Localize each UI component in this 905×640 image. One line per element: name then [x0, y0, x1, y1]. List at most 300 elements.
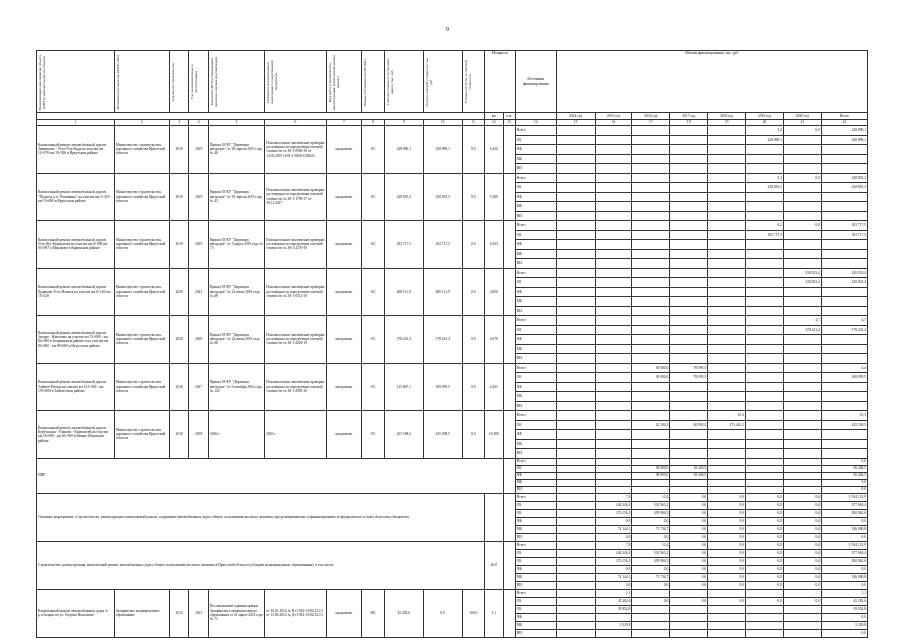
- year-2014-value: [556, 549, 595, 557]
- funding-source: ФБ: [515, 613, 556, 621]
- amount-cell: 0,0: [708, 509, 746, 517]
- amount-cell: [670, 354, 708, 364]
- amount-cell: 12,4: [632, 493, 670, 501]
- funding-source: ВИ: [515, 306, 556, 316]
- length-km: 5,432: [485, 126, 503, 174]
- amount-cell: 0,0: [746, 525, 784, 533]
- year-2014-value: [556, 306, 595, 316]
- amount-cell: [783, 373, 821, 383]
- amount-cell: [632, 249, 670, 259]
- work-type: кап.ремонт: [326, 411, 362, 459]
- year-2014-value: [556, 613, 595, 621]
- amount-cell: [746, 479, 784, 486]
- funding-source: ФБ: [515, 472, 556, 479]
- amount-cell: 78 095,5: [670, 373, 708, 383]
- amount-cell: 108 095,5: [821, 373, 867, 383]
- amount-cell: [670, 449, 708, 459]
- column-number: 11: [462, 120, 485, 126]
- amount-cell: [670, 249, 708, 259]
- executor-name: Министерство строительства, дорожного хозяйства Иркутской области: [114, 268, 169, 316]
- amount-cell: [746, 465, 784, 472]
- amount-cell: [708, 401, 746, 411]
- funding-source: ОБ: [515, 557, 556, 565]
- amount-cell: 459 906,5: [632, 557, 670, 565]
- amount-cell: [632, 221, 670, 231]
- amount-cell: [632, 335, 670, 345]
- amount-cell: [746, 145, 784, 155]
- amount-cell: 1 934 123,9: [821, 541, 867, 549]
- amount-cell: [746, 164, 784, 174]
- funding-source: МБ: [515, 249, 556, 259]
- amount-cell: 6,2: [746, 221, 784, 231]
- amount-cell: [595, 173, 632, 183]
- remaining-cost: 182 717,5: [423, 221, 462, 269]
- funding-source: МБ: [515, 573, 556, 581]
- funding-source: ОБ: [515, 135, 556, 145]
- amount-cell: 830 062,6: [821, 557, 867, 565]
- amount-cell: [708, 221, 746, 231]
- amount-cell: 977 963,4: [821, 549, 867, 557]
- readiness-percent: 0,0: [462, 363, 485, 411]
- amount-cell: [670, 629, 708, 637]
- psd-details: Постановление администрации Заларинского муниципального образования от 21 марта 2014 года № 71: [208, 589, 264, 637]
- amount-cell: [708, 154, 746, 164]
- ownership-form: ОС: [362, 316, 385, 364]
- year-2014-value: [556, 164, 595, 174]
- amount-cell: 0,0: [783, 541, 821, 549]
- funding-source: МБ: [515, 344, 556, 354]
- amount-cell: [708, 621, 746, 629]
- ownership-form: ОС: [362, 268, 385, 316]
- amount-cell: [708, 145, 746, 155]
- amount-cell: 0,0: [670, 493, 708, 501]
- table-row: [37, 363, 868, 373]
- amount-cell: [708, 479, 746, 486]
- year-2014-value: [556, 259, 595, 269]
- table-body: [37, 120, 868, 638]
- amount-cell: 0,0: [821, 613, 867, 621]
- estimated-cost: 113 867,1: [384, 363, 423, 411]
- amount-cell: 74 144,1: [595, 525, 632, 533]
- funding-source: ОБ: [515, 605, 556, 613]
- amount-cell: [821, 392, 867, 402]
- amount-cell: [783, 145, 821, 155]
- year-2014-value: [556, 541, 595, 549]
- funding-source: МБ: [515, 202, 556, 212]
- table-row: [37, 541, 868, 549]
- amount-cell: 0,0: [746, 549, 784, 557]
- column-number: 13: [503, 120, 515, 126]
- amount-cell: 0,0: [670, 525, 708, 533]
- amount-cell: [821, 430, 867, 440]
- amount-cell: [708, 259, 746, 269]
- amount-cell: [670, 613, 708, 621]
- amount-cell: 0,0: [821, 517, 867, 525]
- year-2014-value: [556, 501, 595, 509]
- readiness-percent: 100,0: [462, 589, 485, 637]
- amount-cell: [632, 164, 670, 174]
- start-year: 2016: [170, 411, 189, 459]
- amount-cell: 22 194,3: [632, 420, 670, 430]
- length-km: 6,253: [485, 221, 503, 269]
- ownership-form: ОС: [362, 363, 385, 411]
- amount-cell: 0,0: [783, 597, 821, 605]
- amount-cell: [783, 472, 821, 479]
- amount-cell: 0,0: [708, 533, 746, 541]
- amount-cell: [821, 249, 867, 259]
- funding-source: ВИ: [515, 259, 556, 269]
- length-km: 4,850: [485, 268, 503, 316]
- year-2014-value: [556, 629, 595, 637]
- amount-cell: [746, 344, 784, 354]
- funding-source: МБ: [515, 154, 556, 164]
- table-row: [37, 458, 868, 465]
- year-2014-value: [556, 373, 595, 383]
- amount-cell: [821, 287, 867, 297]
- amount-cell: [783, 449, 821, 459]
- amount-cell: [708, 472, 746, 479]
- amount-cell: [783, 240, 821, 250]
- executor-name: Министерство строительства, дорожного хозяйства Иркутской области: [114, 173, 169, 221]
- expertise-details: Положительное заключение проверки достоверности определения сметной стоимости № 38-1-2270-19: [265, 221, 326, 269]
- object-name: Капитальный ремонт автомобильной дороги Тайшет-Разгон на участке км 141+500 - км 159+800 в Тайшетском районе: [37, 363, 115, 411]
- amount-cell: 5 329,8: [595, 621, 632, 629]
- amount-cell: 10,3: [821, 411, 867, 421]
- amount-cell: [746, 192, 784, 202]
- amount-cell: 39 952,8: [821, 605, 867, 613]
- amount-cell: 0,0: [632, 517, 670, 525]
- executor-name: Министерство строительства, дорожного хозяйства Иркутской области: [114, 316, 169, 364]
- year-2014-value: [556, 325, 595, 335]
- year-2014-value: [556, 316, 595, 326]
- amount-cell: 0,0: [708, 597, 746, 605]
- year-2014-value: [556, 363, 595, 373]
- amount-cell: 228 855,3: [746, 183, 784, 193]
- funding-source: ВИ: [515, 354, 556, 364]
- amount-cell: [708, 297, 746, 307]
- readiness-percent: 0,0: [462, 221, 485, 269]
- amount-cell: [821, 335, 867, 345]
- subheader-row: [37, 113, 868, 120]
- funding-source: ВИ: [515, 211, 556, 221]
- column-number: 7: [326, 120, 362, 126]
- amount-cell: [783, 363, 821, 373]
- amount-cell: [595, 344, 632, 354]
- amount-cell: 10,3: [708, 411, 746, 421]
- year-2014-value: [556, 472, 595, 479]
- year-2014-value: [556, 589, 595, 597]
- end-year: 2019: [189, 221, 208, 269]
- amount-cell: 0,0: [783, 565, 821, 573]
- year-2014-value: [556, 392, 595, 402]
- table-row: [37, 173, 868, 183]
- amount-cell: [595, 221, 632, 231]
- amount-cell: [632, 202, 670, 212]
- amount-cell: [708, 430, 746, 440]
- amount-cell: [632, 344, 670, 354]
- amount-cell: 0,0: [746, 517, 784, 525]
- funding-source: ВИ: [515, 533, 556, 541]
- column-number: 18: [670, 120, 708, 126]
- end-year: 2021: [189, 268, 208, 316]
- amount-cell: [595, 363, 632, 373]
- funding-source: МБ: [515, 621, 556, 629]
- amount-cell: 0,0: [746, 541, 784, 549]
- funding-source: ФБ: [515, 240, 556, 250]
- amount-cell: 182 717,5: [746, 230, 784, 240]
- amount-cell: 5,4: [746, 173, 784, 183]
- year-2014-value: [556, 278, 595, 288]
- amount-cell: 18 426,5: [670, 465, 708, 472]
- amount-cell: 1,1: [595, 589, 632, 597]
- amount-cell: 0,0: [783, 581, 821, 589]
- year-2014-value: [556, 581, 595, 589]
- amount-cell: [632, 479, 670, 486]
- amount-cell: [670, 430, 708, 440]
- amount-cell: [783, 621, 821, 629]
- work-type: кап.ремонт: [326, 363, 362, 411]
- amount-cell: 0,0: [670, 541, 708, 549]
- amount-cell: [708, 164, 746, 174]
- amount-cell: [632, 605, 670, 613]
- funding-source: ОБ: [515, 278, 556, 288]
- year-header: 2015 год: [595, 113, 632, 120]
- amount-cell: 0,0: [783, 533, 821, 541]
- amount-cell: [595, 373, 632, 383]
- readiness-percent: 0,0: [462, 316, 485, 364]
- amount-cell: [821, 259, 867, 269]
- psd-details: Приказ ОГКУ "Дирекция автодорог" от 19 апреля 2019 года № 43: [208, 173, 264, 221]
- funding-source: МБ: [515, 525, 556, 533]
- year-2014-value: [556, 268, 595, 278]
- amount-cell: 0,0: [783, 221, 821, 231]
- amount-cell: [783, 411, 821, 421]
- amount-cell: 228 890,1: [746, 135, 784, 145]
- amount-cell: 228 890,1: [821, 126, 867, 136]
- amount-cell: [708, 126, 746, 136]
- amount-cell: [783, 479, 821, 486]
- amount-cell: [708, 278, 746, 288]
- length-km: 4,431: [485, 363, 503, 411]
- amount-cell: [632, 613, 670, 621]
- funding-source: Всего: [515, 221, 556, 231]
- amount-cell: [670, 589, 708, 597]
- year-2014-value: [556, 287, 595, 297]
- amount-cell: [595, 135, 632, 145]
- amount-cell: 0,0: [595, 533, 632, 541]
- funding-source: ОБ: [515, 509, 556, 517]
- amount-cell: 7,8: [595, 541, 632, 549]
- funding-source: Всего: [515, 126, 556, 136]
- amount-cell: [783, 382, 821, 392]
- amount-cell: [632, 430, 670, 440]
- object-name: Капитальный ремонт автомобильной дороги "Подъезд к п. Плишкино" на участке км 5+419-км 10+660 в Иркутском районе: [37, 173, 115, 221]
- ownership-form: МС: [362, 589, 385, 637]
- header-row: [37, 51, 868, 113]
- amount-cell: [595, 325, 632, 335]
- amount-cell: [708, 344, 746, 354]
- amount-cell: [595, 202, 632, 212]
- amount-cell: 1,1: [821, 589, 867, 597]
- amount-cell: [746, 297, 784, 307]
- amount-cell: [595, 420, 632, 430]
- amount-cell: 39 952,8: [595, 605, 632, 613]
- amount-cell: [632, 411, 670, 421]
- amount-cell: [746, 458, 784, 465]
- start-year: 2019: [170, 173, 189, 221]
- work-type: кап.ремонт: [326, 589, 362, 637]
- length-km: 1,1: [485, 589, 503, 637]
- amount-cell: [783, 401, 821, 411]
- remaining-cost: 400 111,9: [423, 268, 462, 316]
- amount-cell: [708, 240, 746, 250]
- amount-cell: [783, 183, 821, 193]
- amount-cell: [632, 145, 670, 155]
- amount-cell: [670, 126, 708, 136]
- ownership-form: ОС: [362, 221, 385, 269]
- amount-cell: 230 033,4: [783, 268, 821, 278]
- amount-cell: [595, 126, 632, 136]
- amount-cell: [708, 306, 746, 316]
- year-2014-value: [556, 449, 595, 459]
- amount-cell: [670, 173, 708, 183]
- amount-cell: [783, 420, 821, 430]
- amount-cell: 4,7: [783, 316, 821, 326]
- executor-name: Министерство строительства, дорожного хозяйства Иркутской области: [114, 126, 169, 174]
- amount-cell: [670, 621, 708, 629]
- amount-cell: [595, 211, 632, 221]
- column-number: 8: [362, 120, 385, 126]
- start-year: 2019: [170, 126, 189, 174]
- amount-cell: 0,0: [821, 565, 867, 573]
- amount-cell: 146 900,8: [821, 525, 867, 533]
- amount-cell: 0,0: [783, 557, 821, 565]
- amount-cell: [821, 354, 867, 364]
- amount-cell: [632, 589, 670, 597]
- amount-cell: [632, 458, 670, 465]
- amount-cell: [632, 621, 670, 629]
- amount-cell: [783, 211, 821, 221]
- year-2014-value: [556, 605, 595, 613]
- remaining-cost: 178 241,4: [423, 316, 462, 364]
- column-number: 12: [485, 120, 503, 126]
- amount-cell: 0,0: [821, 479, 867, 486]
- funding-source: ВИ: [515, 486, 556, 493]
- object-name: Капитальный ремонт автомобильной дороги Залари - Жигалово на участке км 74+000 - км 84+000 в Заларинском районе и на участке км 84+000 - км 89+000 в Нукутском районе: [37, 316, 115, 364]
- amount-cell: [746, 486, 784, 493]
- amount-cell: [670, 479, 708, 486]
- amount-cell: 0,0: [670, 533, 708, 541]
- amount-cell: 0,0: [746, 581, 784, 589]
- amount-cell: 56 426,5: [821, 465, 867, 472]
- year-2014-value: [556, 411, 595, 421]
- amount-cell: [708, 325, 746, 335]
- amount-cell: 0,0: [821, 581, 867, 589]
- amount-cell: [708, 230, 746, 240]
- ownership-form: ОС: [362, 173, 385, 221]
- year-2014-value: [556, 517, 595, 525]
- amount-cell: 0,0: [746, 509, 784, 517]
- amount-cell: [821, 449, 867, 459]
- amount-cell: [670, 486, 708, 493]
- amount-cell: [783, 287, 821, 297]
- amount-cell: [746, 392, 784, 402]
- executor-name: Министерство строительства, дорожного хозяйства Иркутской области: [114, 363, 169, 411]
- amount-cell: [708, 173, 746, 183]
- amount-cell: [595, 401, 632, 411]
- year-2014-value: [556, 493, 595, 501]
- amount-cell: [746, 240, 784, 250]
- amount-cell: [595, 439, 632, 449]
- funding-source: ФБ: [515, 382, 556, 392]
- estimated-cost: 228 890,1: [384, 126, 423, 174]
- table-row: [37, 493, 868, 501]
- length-km: 40,8: [485, 541, 503, 589]
- main-event-name: Основное мероприятие «Строительство, реконструкция, капитальный ремонт, содержание автомобильных дорог общего пользования местного значения, предусматривающее софинансирование из федерального и (или) областного бюджетов»: [37, 493, 485, 541]
- amount-cell: 0,0: [670, 517, 708, 525]
- end-year: 2017: [189, 363, 208, 411]
- amount-cell: [746, 629, 784, 637]
- col-header: Год начала строительства: [171, 62, 176, 101]
- amount-cell: [632, 154, 670, 164]
- amount-cell: 0,0: [783, 573, 821, 581]
- year-2014-value: [556, 135, 595, 145]
- remaining-cost: 228 890,1: [423, 126, 462, 174]
- object-name: Капитальный ремонт автомобильной дороги Зиминские - Ухта-Усть-Куда на участке км 12+970-км 19+306 в Иркутском районе: [37, 126, 115, 174]
- funding-source: Всего: [515, 316, 556, 326]
- amount-cell: 0,0: [670, 557, 708, 565]
- amount-cell: [670, 325, 708, 335]
- psd-details: Приказ ОГКУ "Дирекция автодорог" от 29 апреля 2019 года № 46: [208, 126, 264, 174]
- amount-cell: 18 426,5: [670, 472, 708, 479]
- expertise-details: Положительное заключение проверки достоверности определения сметной стоимости № 38-1-2085-16: [265, 363, 326, 411]
- amount-cell: [595, 249, 632, 259]
- funding-source: ФБ: [515, 517, 556, 525]
- amount-cell: [783, 465, 821, 472]
- amount-cell: [670, 605, 708, 613]
- column-number: 4: [189, 120, 208, 126]
- amount-cell: [783, 613, 821, 621]
- amount-cell: [708, 449, 746, 459]
- executor-name: Министерство строительства, дорожного хозяйства Иркутской области: [114, 411, 169, 459]
- amount-cell: [632, 325, 670, 335]
- amount-cell: 230 033,4: [783, 278, 821, 288]
- year-2014-value: [556, 382, 595, 392]
- amount-cell: [746, 621, 784, 629]
- column-number: 20: [746, 120, 784, 126]
- readiness-percent: 0,0: [462, 268, 485, 316]
- amount-cell: 7,8: [595, 493, 632, 501]
- executor-name: Министерство строительства, дорожного хозяйства Иркутской области: [114, 221, 169, 269]
- funding-source: Всего: [515, 541, 556, 549]
- amount-cell: 0,0: [670, 549, 708, 557]
- amount-cell: [746, 316, 784, 326]
- amount-cell: 0,0: [783, 517, 821, 525]
- column-number: 16: [595, 120, 632, 126]
- amount-cell: 0,0: [708, 517, 746, 525]
- funding-source: ОБ: [515, 549, 556, 557]
- expertise-details: Положительное заключение проверки достоверности определения сметной стоимости № 38-1-1799-17 от 30.12.2017: [265, 173, 326, 221]
- amount-cell: 40 903,2: [670, 420, 708, 430]
- amount-cell: 0,0: [708, 581, 746, 589]
- col-header: Реквизиты ПСД (утвержденная проектно-сметная документация): [209, 56, 218, 107]
- amount-cell: [708, 392, 746, 402]
- amount-cell: 4,4: [821, 363, 867, 373]
- funding-source: ОБ: [515, 373, 556, 383]
- amount-cell: [632, 287, 670, 297]
- start-year: 2016: [170, 363, 189, 411]
- amount-cell: [632, 382, 670, 392]
